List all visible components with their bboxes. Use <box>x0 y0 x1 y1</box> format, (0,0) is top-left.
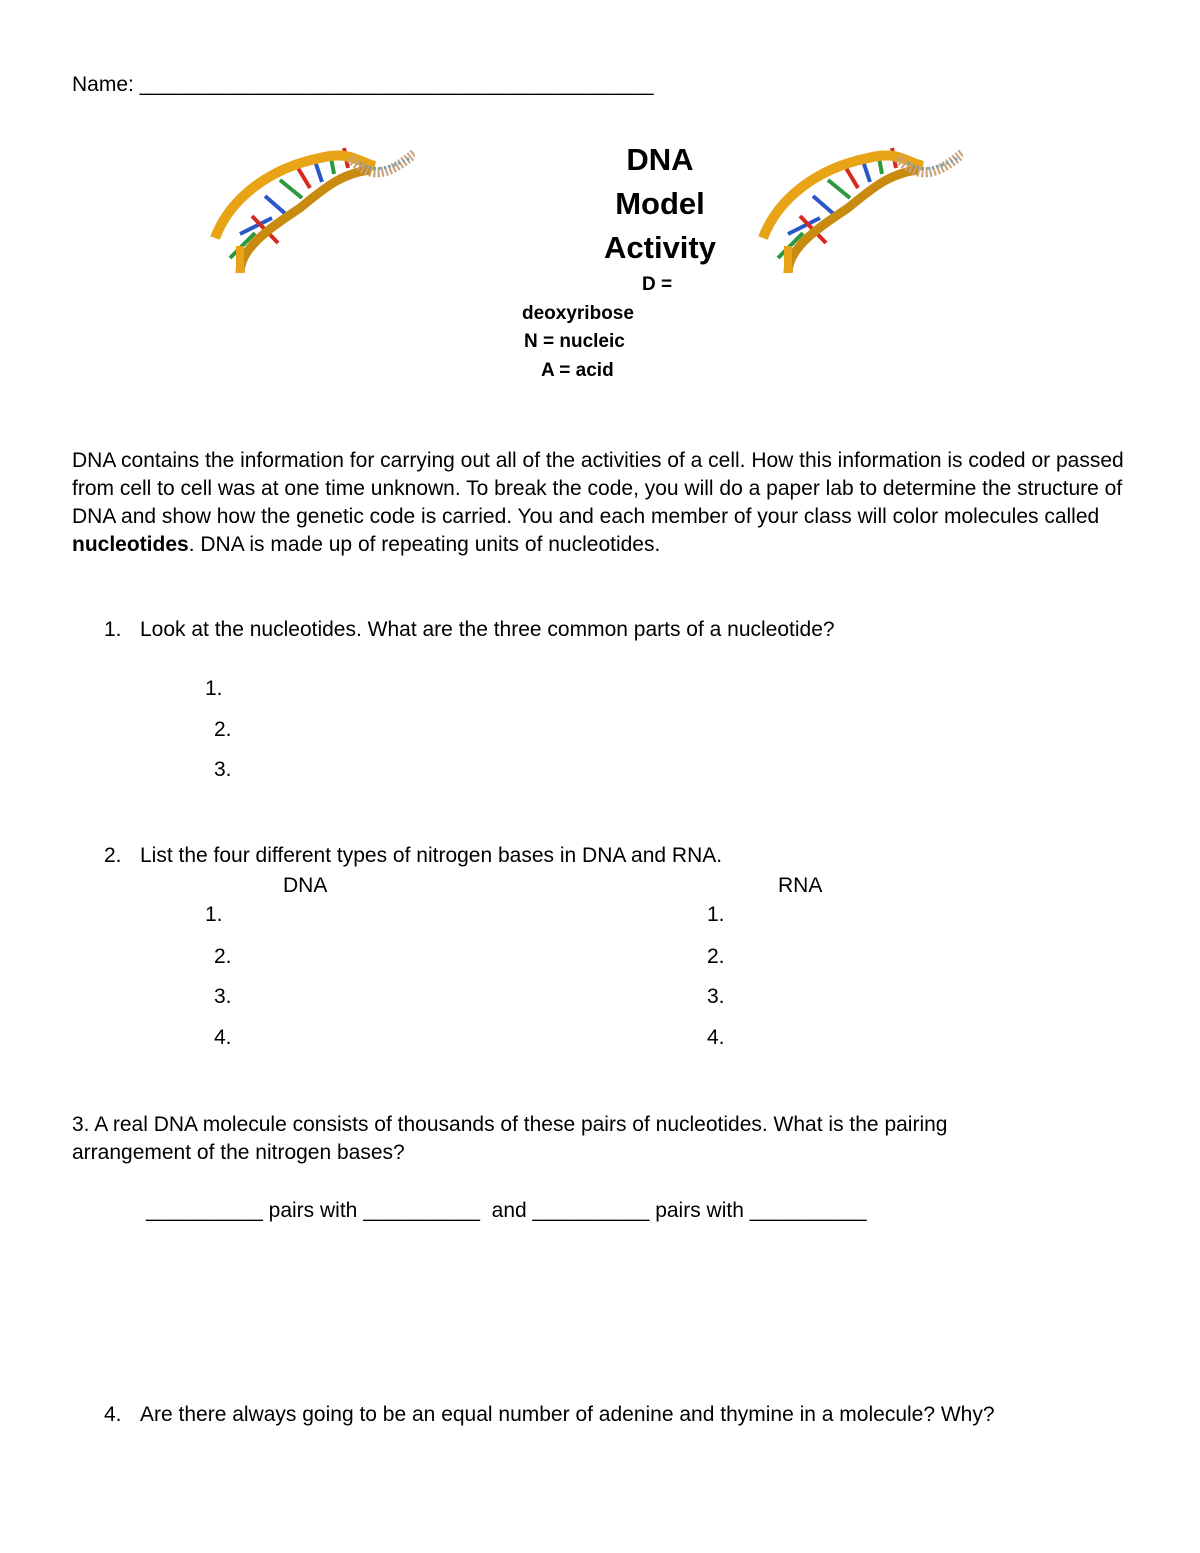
and-label: and <box>491 1199 527 1222</box>
rna-answer-1[interactable]: 1. <box>707 903 725 926</box>
question-3-line-1: 3. A real DNA molecule consists of thousands of these pairs of nucleotides. What is the pairing <box>72 1113 948 1136</box>
pairing-sentence <box>146 1199 867 1223</box>
question-2-number: 2. <box>104 844 122 867</box>
pairing-blank-4[interactable]: __________ <box>749 1199 867 1222</box>
rna-answer-3[interactable]: 3. <box>707 985 725 1008</box>
intro-paragraph <box>72 447 1132 559</box>
question-4 <box>104 1403 995 1427</box>
intro-text-part2: . DNA is made up of repeating units of nucleotides. <box>188 533 661 556</box>
dna-answer-4[interactable]: 4. <box>214 1026 232 1049</box>
question-1-answer-1[interactable]: 1. <box>205 677 223 700</box>
name-label: Name: <box>72 73 134 96</box>
pairing-blank-2[interactable]: __________ <box>363 1199 480 1222</box>
dna-answer-3[interactable]: 3. <box>214 985 232 1008</box>
acronym-n: N = nucleic <box>524 331 625 352</box>
question-1 <box>104 618 835 642</box>
acronym-a: A = acid <box>541 360 614 381</box>
pairs-with-label-2: pairs with <box>655 1199 744 1222</box>
pairs-with-label-1: pairs with <box>268 1199 358 1222</box>
name-blank[interactable]: ____________________________________________ <box>139 73 654 96</box>
pairing-blank-3[interactable]: __________ <box>532 1199 650 1222</box>
question-4-number: 4. <box>104 1403 122 1426</box>
question-4-text: Are there always going to be an equal number of adenine and thymine in a molecule? Why? <box>140 1403 995 1426</box>
question-2-text: List the four different types of nitrogen bases in DNA and RNA. <box>140 844 723 867</box>
acronym-d-label: D = <box>642 274 673 295</box>
title-line-dna: DNA <box>626 142 694 177</box>
rna-column-header: RNA <box>778 874 823 897</box>
question-1-answer-2[interactable]: 2. <box>214 718 232 741</box>
page-title <box>570 138 750 270</box>
question-3-line-2: arrangement of the nitrogen bases? <box>72 1141 405 1164</box>
intro-bold-term: nucleotides <box>72 533 189 556</box>
dna-helix-left-icon <box>210 138 415 273</box>
question-1-number: 1. <box>104 618 122 641</box>
title-line-model: Model <box>615 186 705 221</box>
acronym-d-value: deoxyribose <box>522 303 634 324</box>
pairing-blank-1[interactable]: __________ <box>146 1199 263 1222</box>
question-1-text: Look at the nucleotides. What are the three common parts of a nucleotide? <box>140 618 835 641</box>
name-line <box>72 73 654 97</box>
dna-answer-1[interactable]: 1. <box>205 903 223 926</box>
intro-text-part1: DNA contains the information for carrying out all of the activities of a cell. How this information is coded or passed from cell to cell was at one time unknown. To break the code, you will do a paper lab to determine the structure of DNA and show how the genetic code is carried. You and each member of your class will color molecules called <box>72 449 1124 528</box>
rna-answer-4[interactable]: 4. <box>707 1026 725 1049</box>
question-1-answer-3[interactable]: 3. <box>214 758 232 781</box>
dna-answer-2[interactable]: 2. <box>214 945 232 968</box>
question-2 <box>104 844 722 868</box>
title-line-activity: Activity <box>604 230 716 265</box>
dna-column-header: DNA <box>283 874 328 897</box>
rna-answer-2[interactable]: 2. <box>707 945 725 968</box>
dna-helix-right-icon <box>758 138 963 273</box>
